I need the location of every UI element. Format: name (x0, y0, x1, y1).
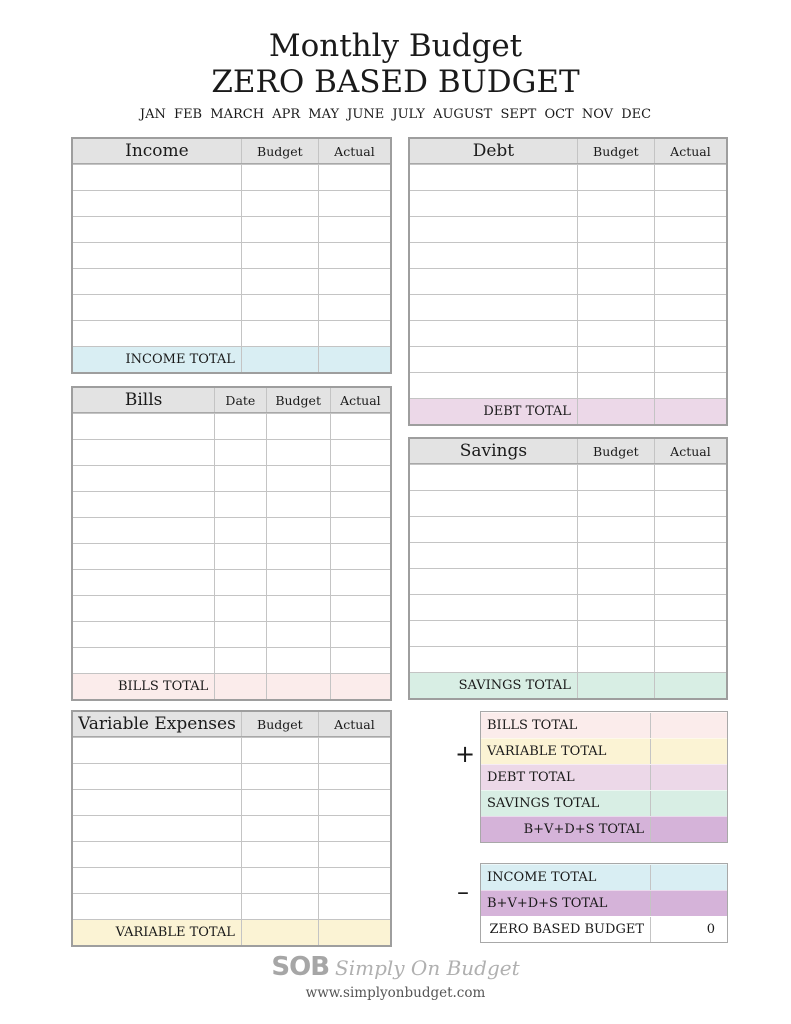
debt-total-budget-cell[interactable] (577, 399, 654, 424)
summary-label: DEBT TOTAL (487, 770, 575, 785)
variable-actual-cell[interactable] (318, 738, 390, 763)
debt-table (408, 137, 728, 426)
savings-item-cell[interactable] (410, 543, 577, 568)
table-row (73, 815, 390, 841)
bills-header-row (73, 388, 390, 413)
bills-budget-cell[interactable] (266, 518, 330, 543)
income-actual-cell[interactable] (318, 295, 390, 320)
debt-item-cell[interactable] (410, 321, 577, 346)
income-budget-cell[interactable] (241, 321, 318, 346)
income-actual-cell[interactable] (318, 191, 390, 216)
income-item-cell[interactable] (73, 165, 241, 190)
bills-actual-cell[interactable] (330, 570, 390, 595)
debt-budget-cell[interactable] (577, 373, 654, 398)
income-title: Income (125, 141, 189, 161)
bills-budget-cell[interactable] (266, 596, 330, 621)
table-row (410, 294, 726, 320)
debt-item-cell[interactable] (410, 269, 577, 294)
bills-actual-cell[interactable] (330, 440, 390, 465)
savings-actual-cell[interactable] (654, 595, 726, 620)
table-row (73, 595, 390, 621)
summary-value-cell[interactable]: 0 (650, 917, 727, 942)
savings-budget-cell[interactable] (577, 621, 654, 646)
bills-date-cell[interactable] (214, 414, 265, 439)
month-selector (0, 106, 791, 124)
bills-date-cell[interactable] (214, 570, 265, 595)
variable-total-actual-cell[interactable] (318, 920, 390, 945)
bills-actual-cell[interactable] (330, 466, 390, 491)
table-row (73, 569, 390, 595)
savings-header-row (410, 439, 726, 464)
summary-label: B+V+D+S TOTAL (487, 896, 608, 911)
table-row (410, 490, 726, 516)
table-row (410, 464, 726, 490)
month-may[interactable]: MAY (308, 107, 340, 122)
variable-actual-cell[interactable] (318, 842, 390, 867)
income-budget-cell[interactable] (241, 217, 318, 242)
variable-item-cell[interactable] (73, 816, 241, 841)
debt-item-cell[interactable] (410, 243, 577, 268)
variable-budget-cell[interactable] (241, 842, 318, 867)
bills-column-header-date: Date (214, 388, 265, 412)
month-nov[interactable]: NOV (581, 107, 614, 122)
table-row (73, 621, 390, 647)
month-jan[interactable]: JAN (139, 107, 166, 122)
table-row (410, 268, 726, 294)
table-row (73, 439, 390, 465)
table-row (410, 346, 726, 372)
income-budget-cell[interactable] (241, 269, 318, 294)
variable-budget-cell[interactable] (241, 790, 318, 815)
table-row (73, 294, 390, 320)
summary-value-cell[interactable] (650, 739, 727, 764)
variable-budget-cell[interactable] (241, 764, 318, 789)
debt-title: Debt (472, 141, 515, 161)
bills-item-cell[interactable] (73, 622, 214, 647)
summary-row (481, 738, 727, 764)
income-budget-cell[interactable] (241, 165, 318, 190)
table-row (410, 516, 726, 542)
income-item-cell[interactable] (73, 295, 241, 320)
savings-actual-cell[interactable] (654, 543, 726, 568)
footer-url[interactable]: www.simplyonbudget.com (305, 985, 486, 1001)
savings-actual-cell[interactable] (654, 491, 726, 516)
summary-value-cell[interactable] (650, 817, 727, 842)
income-total-actual-cell[interactable] (318, 347, 390, 372)
variable-title: Variable Expenses (78, 714, 236, 734)
variable-table (71, 710, 392, 947)
bills-date-cell[interactable] (214, 648, 265, 673)
savings-column-header-budget: Budget (577, 439, 654, 463)
table-row (73, 242, 390, 268)
variable-total-budget-cell[interactable] (241, 920, 318, 945)
income-actual-cell[interactable] (318, 243, 390, 268)
debt-budget-cell[interactable] (577, 165, 654, 190)
plus-operator: + (455, 740, 476, 768)
table-row (73, 893, 390, 919)
summary-label: VARIABLE TOTAL (487, 744, 607, 759)
summary-value-cell[interactable] (650, 891, 727, 916)
minus-operator: – (457, 878, 469, 906)
month-sept[interactable]: SEPT (500, 107, 537, 122)
table-row (410, 320, 726, 346)
bills-actual-cell[interactable] (330, 648, 390, 673)
debt-item-cell[interactable] (410, 347, 577, 372)
debt-budget-cell[interactable] (577, 191, 654, 216)
debt-actual-cell[interactable] (654, 191, 726, 216)
income-column-header-budget: Budget (241, 139, 318, 163)
savings-budget-cell[interactable] (577, 569, 654, 594)
bills-date-cell[interactable] (214, 440, 265, 465)
table-row (73, 216, 390, 242)
bills-total-date-cell[interactable] (214, 674, 265, 699)
savings-item-cell[interactable] (410, 465, 577, 490)
savings-total-actual-cell[interactable] (654, 673, 726, 698)
debt-budget-cell[interactable] (577, 295, 654, 320)
month-march[interactable]: MARCH (210, 107, 265, 122)
debt-column-header-actual: Actual (654, 139, 726, 163)
month-june[interactable]: JUNE (347, 107, 385, 122)
summary-label: ZERO BASED BUDGET (489, 922, 644, 937)
table-row (410, 190, 726, 216)
summary-row (481, 790, 727, 816)
savings-column-header-actual: Actual (654, 439, 726, 463)
table-row (73, 737, 390, 763)
debt-actual-cell[interactable] (654, 217, 726, 242)
variable-header-row (73, 712, 390, 737)
summary-value-cell[interactable] (650, 713, 727, 738)
savings-item-cell[interactable] (410, 647, 577, 672)
savings-item-cell[interactable] (410, 491, 577, 516)
income-total-budget-cell[interactable] (241, 347, 318, 372)
table-row (73, 867, 390, 893)
debt-item-cell[interactable] (410, 165, 577, 190)
summary-row (481, 712, 727, 738)
income-column-header-actual: Actual (318, 139, 390, 163)
income-actual-cell[interactable] (318, 217, 390, 242)
bills-column-header-budget: Budget (266, 388, 330, 412)
bills-date-cell[interactable] (214, 518, 265, 543)
summary-label: BILLS TOTAL (487, 718, 578, 733)
bills-budget-cell[interactable] (266, 492, 330, 517)
table-row (73, 841, 390, 867)
logo-mark: SOB (271, 952, 330, 982)
bills-actual-cell[interactable] (330, 622, 390, 647)
debt-budget-cell[interactable] (577, 217, 654, 242)
bills-table (71, 386, 392, 701)
table-row (410, 646, 726, 672)
bills-budget-cell[interactable] (266, 544, 330, 569)
bills-item-cell[interactable] (73, 492, 214, 517)
debt-item-cell[interactable] (410, 373, 577, 398)
variable-column-header-actual: Actual (318, 712, 390, 736)
summary-subtract-table (480, 863, 728, 943)
summary-row (481, 864, 727, 890)
bills-item-cell[interactable] (73, 544, 214, 569)
summary-add-table (480, 711, 728, 843)
bills-item-cell[interactable] (73, 466, 214, 491)
bills-title: Bills (124, 390, 163, 410)
summary-label: SAVINGS TOTAL (487, 796, 600, 811)
debt-budget-cell[interactable] (577, 347, 654, 372)
bills-item-cell[interactable] (73, 570, 214, 595)
variable-item-cell[interactable] (73, 868, 241, 893)
table-row (73, 517, 390, 543)
month-feb[interactable]: FEB (174, 107, 203, 122)
savings-item-cell[interactable] (410, 569, 577, 594)
table-row (410, 542, 726, 568)
summary-label: INCOME TOTAL (487, 870, 597, 885)
savings-budget-cell[interactable] (577, 647, 654, 672)
bills-budget-cell[interactable] (266, 648, 330, 673)
summary-row (481, 764, 727, 790)
savings-budget-cell[interactable] (577, 517, 654, 542)
variable-budget-cell[interactable] (241, 816, 318, 841)
table-row (73, 491, 390, 517)
month-oct[interactable]: OCT (544, 107, 574, 122)
bills-date-cell[interactable] (214, 544, 265, 569)
income-budget-cell[interactable] (241, 295, 318, 320)
summary-value-cell[interactable] (650, 765, 727, 790)
bills-actual-cell[interactable] (330, 518, 390, 543)
income-total-label: INCOME TOTAL (125, 352, 235, 367)
table-row (73, 190, 390, 216)
income-item-cell[interactable] (73, 269, 241, 294)
month-dec[interactable]: DEC (621, 107, 652, 122)
table-row (73, 647, 390, 673)
variable-budget-cell[interactable] (241, 868, 318, 893)
debt-actual-cell[interactable] (654, 295, 726, 320)
bills-budget-cell[interactable] (266, 570, 330, 595)
savings-total-label: SAVINGS TOTAL (458, 678, 571, 693)
table-row (73, 763, 390, 789)
savings-item-cell[interactable] (410, 595, 577, 620)
bills-date-cell[interactable] (214, 466, 265, 491)
debt-budget-cell[interactable] (577, 321, 654, 346)
variable-column-header-budget: Budget (241, 712, 318, 736)
table-row (73, 320, 390, 346)
bills-budget-cell[interactable] (266, 622, 330, 647)
table-row (73, 465, 390, 491)
savings-total-row (410, 672, 726, 698)
bills-date-cell[interactable] (214, 622, 265, 647)
debt-actual-cell[interactable] (654, 269, 726, 294)
table-row (410, 620, 726, 646)
savings-title: Savings (459, 441, 528, 461)
income-item-cell[interactable] (73, 243, 241, 268)
bills-column-header-actual: Actual (330, 388, 390, 412)
page-subtitle: ZERO BASED BUDGET (211, 64, 580, 100)
table-row (73, 413, 390, 439)
summary-value-cell[interactable] (650, 865, 727, 890)
savings-total-budget-cell[interactable] (577, 673, 654, 698)
table-row (410, 372, 726, 398)
bills-total-budget-cell[interactable] (266, 674, 330, 699)
income-actual-cell[interactable] (318, 321, 390, 346)
bills-item-cell[interactable] (73, 518, 214, 543)
bills-item-cell[interactable] (73, 414, 214, 439)
debt-column-header-budget: Budget (577, 139, 654, 163)
logo-script: Simply On Budget (335, 956, 520, 980)
bills-item-cell[interactable] (73, 596, 214, 621)
savings-item-cell[interactable] (410, 621, 577, 646)
brand-logo (0, 952, 791, 982)
variable-actual-cell[interactable] (318, 816, 390, 841)
bills-budget-cell[interactable] (266, 440, 330, 465)
savings-budget-cell[interactable] (577, 543, 654, 568)
variable-item-cell[interactable] (73, 790, 241, 815)
income-actual-cell[interactable] (318, 165, 390, 190)
variable-actual-cell[interactable] (318, 790, 390, 815)
income-item-cell[interactable] (73, 217, 241, 242)
bills-actual-cell[interactable] (330, 596, 390, 621)
variable-item-cell[interactable] (73, 738, 241, 763)
debt-item-cell[interactable] (410, 217, 577, 242)
summary-label: B+V+D+S TOTAL (523, 822, 644, 837)
bills-budget-cell[interactable] (266, 414, 330, 439)
debt-budget-cell[interactable] (577, 269, 654, 294)
savings-actual-cell[interactable] (654, 621, 726, 646)
bills-total-label: BILLS TOTAL (117, 679, 209, 694)
variable-budget-cell[interactable] (241, 738, 318, 763)
debt-actual-cell[interactable] (654, 321, 726, 346)
month-august[interactable]: AUGUST (433, 107, 493, 122)
variable-actual-cell[interactable] (318, 894, 390, 919)
variable-actual-cell[interactable] (318, 764, 390, 789)
savings-actual-cell[interactable] (654, 517, 726, 542)
table-row (73, 268, 390, 294)
bills-total-actual-cell[interactable] (330, 674, 390, 699)
variable-actual-cell[interactable] (318, 868, 390, 893)
bills-budget-cell[interactable] (266, 466, 330, 491)
income-item-cell[interactable] (73, 191, 241, 216)
bills-item-cell[interactable] (73, 440, 214, 465)
bills-actual-cell[interactable] (330, 492, 390, 517)
table-row (410, 216, 726, 242)
summary-value-cell[interactable] (650, 791, 727, 816)
debt-actual-cell[interactable] (654, 243, 726, 268)
variable-item-cell[interactable] (73, 764, 241, 789)
table-row (73, 543, 390, 569)
bills-actual-cell[interactable] (330, 544, 390, 569)
debt-actual-cell[interactable] (654, 373, 726, 398)
debt-actual-cell[interactable] (654, 165, 726, 190)
bills-actual-cell[interactable] (330, 414, 390, 439)
variable-budget-cell[interactable] (241, 894, 318, 919)
savings-actual-cell[interactable] (654, 569, 726, 594)
bills-date-cell[interactable] (214, 596, 265, 621)
debt-actual-cell[interactable] (654, 347, 726, 372)
income-table (71, 137, 392, 374)
variable-item-cell[interactable] (73, 894, 241, 919)
debt-item-cell[interactable] (410, 295, 577, 320)
summary-row (481, 890, 727, 916)
income-actual-cell[interactable] (318, 269, 390, 294)
variable-total-label: VARIABLE TOTAL (115, 925, 235, 940)
debt-total-actual-cell[interactable] (654, 399, 726, 424)
table-row (410, 594, 726, 620)
savings-actual-cell[interactable] (654, 647, 726, 672)
month-july[interactable]: JULY (392, 107, 425, 122)
table-row (410, 568, 726, 594)
savings-actual-cell[interactable] (654, 465, 726, 490)
savings-budget-cell[interactable] (577, 595, 654, 620)
variable-item-cell[interactable] (73, 842, 241, 867)
income-header-row (73, 139, 390, 164)
income-budget-cell[interactable] (241, 243, 318, 268)
summary-row (481, 816, 727, 842)
bills-date-cell[interactable] (214, 492, 265, 517)
savings-budget-cell[interactable] (577, 491, 654, 516)
debt-budget-cell[interactable] (577, 243, 654, 268)
savings-table (408, 437, 728, 700)
table-row (410, 242, 726, 268)
debt-total-label: DEBT TOTAL (483, 404, 571, 419)
page-title: Monthly Budget (268, 28, 523, 64)
table-row (73, 164, 390, 190)
savings-budget-cell[interactable] (577, 465, 654, 490)
income-item-cell[interactable] (73, 321, 241, 346)
debt-header-row (410, 139, 726, 164)
savings-item-cell[interactable] (410, 517, 577, 542)
summary-row (481, 916, 727, 942)
table-row (410, 164, 726, 190)
table-row (73, 789, 390, 815)
month-apr[interactable]: APR (272, 107, 301, 122)
variable-total-row (73, 919, 390, 945)
income-budget-cell[interactable] (241, 191, 318, 216)
debt-item-cell[interactable] (410, 191, 577, 216)
bills-item-cell[interactable] (73, 648, 214, 673)
bills-total-row (73, 673, 390, 699)
debt-total-row (410, 398, 726, 424)
income-total-row (73, 346, 390, 372)
